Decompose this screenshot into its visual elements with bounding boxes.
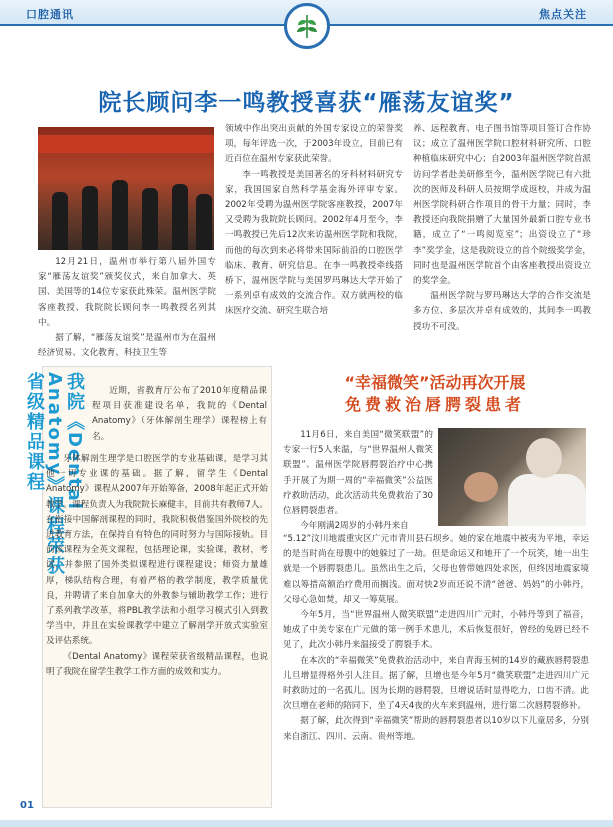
article-title: 院长顾问李一鸣教授喜获“雁荡友谊奖” xyxy=(98,90,515,116)
paragraph: 温州医学院与罗玛琳达大学的合作交流是多方位、多层次并卓有成效的，其间李一鸣教授功不可没。 xyxy=(413,291,591,332)
paragraph: 领域中作出突出贡献的外国专家设立的荣誉奖项，每年评选一次，于2003年设立，目前已有近百位在温州专家获此荣誉。 xyxy=(225,124,403,165)
column-label: 焦点关注 xyxy=(539,8,587,21)
paragraph: 据了解，此次得到“幸福微笑”帮助的唇腭裂患者以10岁以下儿童居多，分别来自浙江、四川、云南、贵州等地。 xyxy=(283,716,589,742)
award-ceremony-photo xyxy=(38,127,214,250)
surgery-photo xyxy=(438,428,586,526)
smile-activity-title: “幸福微笑”活动再次开展 xyxy=(344,373,526,392)
article2-body-top xyxy=(92,384,267,445)
paragraph: 近期，省教育厅公布了2010年度精品课程项目获准建设名单，我院的《Dental Anatomy》（牙体解剖生理学）课程榜上有名。 xyxy=(92,386,267,442)
article2-body xyxy=(46,452,268,680)
footer-band xyxy=(0,820,613,827)
paragraph: 12月21日，温州市举行第八届外国专家“雁荡友谊奖”颁奖仪式，来自加拿大、英国、美国等的14位专家获此殊荣。温州医学院客座教授、我院院长顾问李一鸣教授名列其中。 xyxy=(38,257,216,328)
paragraph: 李一鸣教授是美国著名的牙科材料研究专家，我国国家自然科学基金海外评审专家。2002年受聘为温州医学院客座教授，2007年又受聘为我院院长顾问。2002年4月至今，李一鸣教授已先后12次来访温州医学院和我院，而他的每次到来必将带来国际前沿的口腔医学临床、教育、研究信息。在李一鸣教授牵线搭桥下，温州医学院与美国罗玛琳达大学开始了一系列卓有成效的交流合作。双方就两校的临床医疗交流、研究生联合培 xyxy=(225,169,403,317)
paragraph: 在本次的“幸福微笑”免费救治活动中，来自青海玉树的14岁的藏族唇腭裂患儿旦增显得格外引人注目。据了解，旦增也是今年5月“微笑联盟”走进四川广元时救助过的一名孤儿。因为长期的唇腭裂，旦增说话时显得吃力，口齿不清。此次旦增在老师的陪同下，坐了4天4夜的火车来到温州，进行第二次唇腭裂修补。 xyxy=(283,655,589,712)
course-award-title: 我院《Dental Anatomy》课程荣获省级精品课程 xyxy=(24,372,85,577)
paragraph: 据了解，“雁荡友谊奖”是温州市为在温州经济贸易、文化教育、科技卫生等 xyxy=(38,333,216,359)
paragraph: 《Dental Anatomy》课程荣获省级精品课程，也说明了我院在留学生教学工作方面的成效和实力。 xyxy=(46,651,268,677)
paragraph: 养、远程教育、电子图书馆等项目签订合作协议；成立了温州医学院口腔材料研究所、口腔种植临床研究中心；自2003年温州医学院首派访问学者赴美研修至今，温州医学院已有六批次的医师及科研人员按期学成返校，并成为温州医学院科研合作项目的骨干力量；同时，李教授还向我院捐赠了大量国外最新口腔专业书籍，成立了“一鸣阅览室”；出资设立了“珍李”奖学金，这是我院设立的首个院级奖学金，同时也是温州医学院首个由客座教授出资设立的奖学金。 xyxy=(413,124,591,287)
paragraph: 今年刚满2周岁的小韩丹来自 xyxy=(300,521,409,532)
smile-activity-subtitle: 免费救治唇腭裂患者 xyxy=(344,395,525,414)
leaf-emblem-icon xyxy=(284,3,330,49)
article3-lead xyxy=(283,428,433,534)
article3-body xyxy=(283,532,589,745)
paragraph: 牙体解剖生理学是口腔医学的专业基础课，是学习其他一切专业课的基础。据了解，留学生《Dental Anatomy》课程从2007年开始筹备，2008年起正式开始教学。课程负责人为我院院长麻健丰，目前共有教师7人。在衔接中国解剖课程的同时，我院积极借鉴国外院校的先进教育方法，在保持自有特色的同时努力与国际接轨。目前该课程为全英文课程，包括理论课，实验课，教材，考试，并参照了国外类似课程进行课程建设；师资力量雄厚，梯队结构合理，有着严格的教学制度，教学质量优良，并聘请了来自加拿大的外教参与辅助教学工作；进行了系列教学改革，将PBL教学法和小组学习模式引入到教学当中，并且在实验课教学中建立了解剖学开放式实验室及评估系统。 xyxy=(46,454,268,647)
paragraph: “5.12”汶川地震重灾区广元市青川县石坝乡。她的家在地震中被夷为平地，幸运的是当时尚在母腹中的她躲过了一劫。但是命运又和她开了一个玩笑，她一出生就是一个唇腭裂患儿。虽然出生之后，父母也曾带她四处求医，但终因地震家境难以筹措高额治疗费用而搁浅。面对快2岁而还说不清“爸爸、妈妈”的小韩丹，父母心急如焚，却又一筹莫展。 xyxy=(283,534,589,605)
page-number: 01 xyxy=(20,800,34,811)
section-label: 口腔通讯 xyxy=(26,8,74,21)
paragraph: 11月6日，来自美国“微笑联盟”的专家一行5人来温，与“世界温州人微笑联盟”、温州医学院唇腭裂治疗中心携手开展了为期一周的“幸福微笑”公益医疗救助活动，此次活动共免费救治了30位唇腭裂患者。 xyxy=(283,430,433,517)
paragraph: 今年5月，当“世界温州人微笑联盟”走进四川广元时，小韩丹等到了福音，她成了中美专家在广元做的第一例手术患儿，术后恢复很好，曾经的兔唇已经不见了，此次小韩丹来温接受了腭裂手术。 xyxy=(283,610,589,651)
article1-column-3 xyxy=(413,122,591,335)
article1-column-1 xyxy=(38,255,216,361)
article1-column-2 xyxy=(225,122,403,320)
